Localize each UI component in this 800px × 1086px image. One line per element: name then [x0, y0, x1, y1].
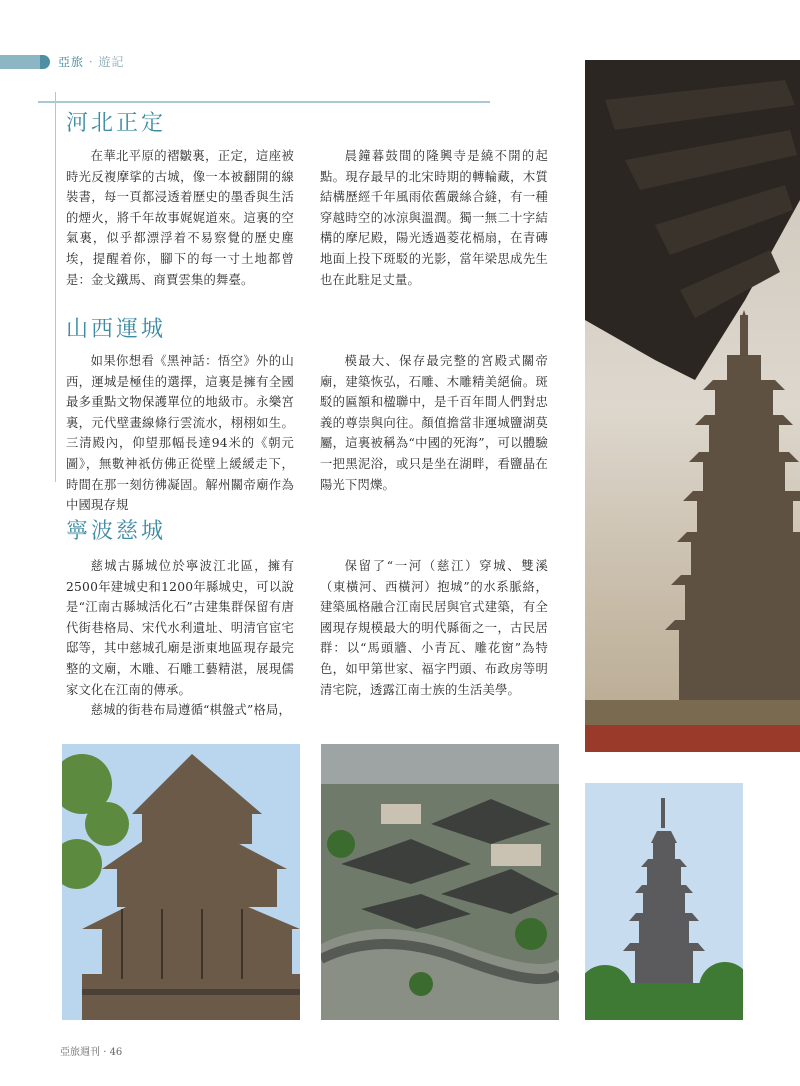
decorative-horizontal-rule: [38, 101, 490, 103]
body-text-column: [320, 556, 548, 700]
body-text-column: [320, 351, 548, 495]
paragraph: 晨鐘暮鼓間的隆興寺是繞不開的起點。現存最早的北宋時期的轉輪藏，木質結構歷經千年風雨依舊嚴絲合縫，有一種穿越時空的冰涼與溫潤。獨一無二十字結構的摩尼殿，陽光透過菱花槅扇，在青磚地面上投下斑駁的光影，當年梁思成先生也在此駐足丈量。: [320, 149, 548, 287]
header-tab: [40, 55, 50, 69]
header-section: 遊記: [98, 55, 125, 69]
section-title-zhengding: 河北正定: [66, 111, 167, 136]
body-text-column: [66, 351, 294, 516]
page-number: 46: [109, 1047, 123, 1058]
section-title-cicheng: 寧波慈城: [66, 519, 167, 544]
photo-small-pagoda: [585, 783, 743, 1020]
body-text-column: [66, 556, 294, 721]
footer-separator: ·: [103, 1047, 107, 1058]
section-title-yuncheng: 山西運城: [66, 317, 167, 342]
paragraph: 慈城古縣城位於寧波江北區，擁有2500年建城史和1200年縣城史，可以說是“江南古縣城活化石”古建集群保留有唐代街巷格局、宋代水利遺址、明清官宦宅邸等，其中慈城孔廟是浙東地區現存最完整的文廟，木雕、石雕工藝精湛，展現儒家文化在江南的傳承。: [66, 559, 294, 697]
decorative-vertical-rule: [55, 92, 56, 482]
header-separator: ·: [88, 55, 94, 69]
body-text-column: [320, 146, 548, 290]
body-text-column: [66, 146, 294, 290]
photo-aerial-ancient-town: [321, 744, 559, 1020]
photo-wooden-pavilion: [62, 744, 300, 1020]
paragraph: 保留了“一河（慈江）穿城、雙溪（東橫河、西橫河）抱城”的水系脈絡，建築風格融合江南民居與官式建築，有全國現存規模最大的明代縣衙之一，古民居群：以“馬頭牆、小青瓦、雕花窗”為特色，如甲第世家、福字門頭、布政房等明清宅院，透露江南士族的生活美學。: [320, 559, 548, 697]
paragraph: 在華北平原的褶皺裏，正定，這座被時光反複摩挲的古城，像一本被翻開的線裝書，每一頁都浸透着歷史的墨香與生活的煙火，將千年故事娓娓道來。這裏的空氣裏，似乎都漂浮着不易察覺的歷史塵埃，提醒着你，腳下的每一寸土地都曾是：金戈鐵馬、商賈雲集的舞臺。: [66, 149, 294, 287]
running-header: [58, 53, 125, 70]
photo-pagoda-under-eaves: [585, 60, 800, 752]
paragraph: 如果你想看《黑神話：悟空》外的山西，運城是極佳的選擇，這裏是擁有全國最多重點文物保護單位的地級市。永樂宮裏，元代壁畫線條行雲流水，栩栩如生。三清殿內，仰望那幅長達94米的《朝元圖》，無數神祇仿佛正從壁上緩緩走下，時間在那一刻彷彿凝固。解州關帝廟作為中國現存規: [66, 354, 294, 513]
header-brand: 亞旅: [58, 55, 85, 69]
footer-magazine: 亞旅週刊: [60, 1047, 100, 1058]
page-footer: [60, 1043, 122, 1058]
header-band: [0, 55, 40, 69]
paragraph: 慈城的街巷布局遵循“棋盤式”格局，: [90, 703, 292, 718]
paragraph: 模最大、保存最完整的宮殿式關帝廟，建築恢弘，石雕、木雕精美絕倫。斑駁的匾額和楹聯中，是千百年間人們對忠義的尊崇與向往。顏值擔當非運城鹽湖莫屬，這裏被稱為“中國的死海”，可以體驗一把黑泥浴，或只是坐在湖畔，看鹽晶在陽光下閃爍。: [320, 354, 548, 492]
